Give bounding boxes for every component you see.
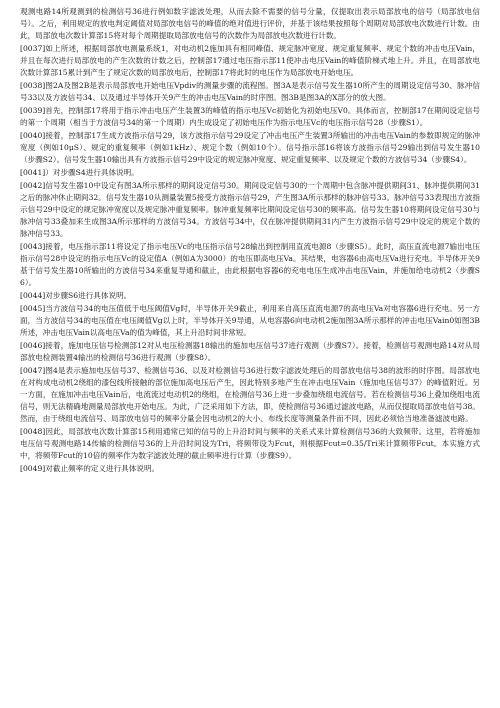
paragraph-intro: 观测电路14所观测到的检测信号36进行例如数字滤波处理，从而去除不需要的信号分量，仅提取出表示局部放电的信号（局部放电信号）。之后，利用规定的放电判定阈值对局部放电信号的峰值的绝对值进行评价，并基于该结果按照每个周期对局部放电次数进行计数。由此，局部放电次数计算部15将对每个周期提取局部放电信号的次数作为局部放电次数进行计数。 xyxy=(20,7,480,40)
paragraph-0049: [0049]对截止频率的定义进行具体说明。 xyxy=(20,464,160,473)
paragraph-0043: [0043]接着，电压指示部11将设定了指示电压Vc的电压指示信号28输出到控制用直流电源8（步骤S5）。此时，高压直流电源7输出电压指示信号28中设定的指示电压Vc的设定值A（例如A为3000）的电压即高电压Va。其结果，电容器6由高电压Va进行充电。半导体开关9基于信号发生器10所输出的方波信号34来重复导通和截止，由此根据电容器6的充电电压生成冲击电压Vain，并施加给电动机2（步骤S6）。 xyxy=(20,242,480,287)
paragraph-0045: [0045]当方波信号34的电压值低于电压阈值Vg时，半导体开关9截止，利用来自高压直流电源7的高电压Va对电容器6进行充电。另一方面，当方波信号34的电压值在电压阈值Vg以上时，半导体开关9导通，从电容器6向电动机2施加图3A所示那样的冲击电压Vain0如图3B所述，冲击电压Vain以高电压Va的值为峰值，其上升沿时间非常短。 xyxy=(20,304,480,337)
paragraph-0039: [0039]首先，控制部17将用于指示冲击电压产生装置3的峰值的指示电压Vc初始化为初始电压V0。具体而言，控制部17在期间设定信号的第一个周期（相当于方波信号34的第一个周期）内生成设定了初始电压作为指示电压Vc的电压指示信号28（步骤S1）。 xyxy=(20,106,480,127)
paragraph-0048: [0048]因此，局部放电次数计算部15利用通常已知的信号的上升沿时间与频率的关系式来计算检测信号36的大致频带。这里，若将施加电压信号观测电路14传输的检测信号36的上升沿时间设为Tri，将频带设为Fcut，则根据Fcut=0.35/Tri来计算频带Fcut。本实施方式中，将频带Fcut的10倍的频率作为数字滤波处理的截止频率进行计算（步骤S9）。 xyxy=(20,427,480,460)
paragraph-0041: [0041]）对步骤S4进行具体说明。 xyxy=(20,168,139,177)
paragraph-0044: [0044]对步骤S6进行具体说明。 xyxy=(20,291,132,300)
paragraph-0047: [0047]图4是表示施加电压信号37、检测信号36、以及对检测信号36进行数字滤波处理后的局部放电信号38的波形的时序图。局部放电在对构成电动机2绕组的漆包线所接触的部位施加高电压后产生，因此特别多地产生在冲击电压Vain（施加电压信号37）的峰值附近。另一方面，在施加冲击电压Vain后，电流流过电动机2的绕组，在检测信号36上进一步叠加绕组电流信号。若在检测信号36上叠加绕组电流信号，则无法精确地测量局部放电开始电压。为此，广泛采用如下方法，即，使检测信号36通过滤波电路，从而仅提取局部放电信号38。然而，由于绕组电流信号、局部放电信号的频率分量会因电动机2的大小、布线长度等测量条件而不同，因此必须恰当地准备滤波电路。 xyxy=(20,366,480,423)
paragraph-0042: [0042]信号发生器10中设定有图3A所示那样的期间设定信号30。期间设定信号30的一个周期中包含脉冲提供期间31、脉冲提供期间31之后的脉冲休止期间32。信号发生器10从测量装置5接受方波指示信号29，产生图3A所示那样的脉冲信号33。脉冲信号33表现出方波指示信号29中设定的规定脉冲宽度以及规定脉冲重复频率。脉冲重复频率比期间设定信号30的频率高。信号发生器10将期间设定信号30与脉冲信号33叠加来生成图3A所示那样的方波信号34。方波信号34中，仅在脉冲提供期间31内产生方波指示信号29中设定的规定个数的脉冲信号33。 xyxy=(20,181,480,238)
paragraph-0037: [0037]如上所述，根据局部放电测量系统1，对电动机2施加具有相同峰值、规定脉冲宽度、规定重复频率、规定个数的冲击电压Vain，并且在每次进行局部放电的产生次数的计数之后，控制部17通过电压指示部11使冲击电压Vain的峰值阶梯式地上升。并且，在局部放电次数计算部15累计到产生了规定次数的局部放电后，控制部17将此时的电压作为局部放电开始电压。 xyxy=(20,44,480,77)
paragraph-0046: [0046]接着，施加电压信号检测部12对从电压检测器18输出的施加电压信号37进行观测（步骤S7）。接着，检测信号观测电路14对从局部放电检测装置4输出的检测信号36进行观测（步骤S8）。 xyxy=(20,341,480,362)
paragraph-0038: [0038]图2A及图2B是表示局部放电开始电压Vpdiv的测量步骤的流程图。图3A是表示信号发生器10所产生的周期设定信号30、脉冲信号33以及方波信号34、以及通过半导体开关9产生的冲击电压Vain的时序图。图3B是图3A的X部分的放大图。 xyxy=(20,81,480,102)
paragraph-0040: [0040]接着，控制部17生成方波指示信号29，该方波指示信号29设定了冲击电压产生装置3所输出的冲击电压Vain的参数即规定的脉冲宽度（例如10μS）、规定的重复频率（例如1kHz）、规定个数（例如10个）。信号指示部16将该方波指示信号29输出到信号发生器10（步骤S2）。信号发生器10输出具有方波指示信号29中设定的规定脉冲宽度、规定重复频率、以及规定个数的方波信号34（步骤S4）。 xyxy=(20,131,480,164)
